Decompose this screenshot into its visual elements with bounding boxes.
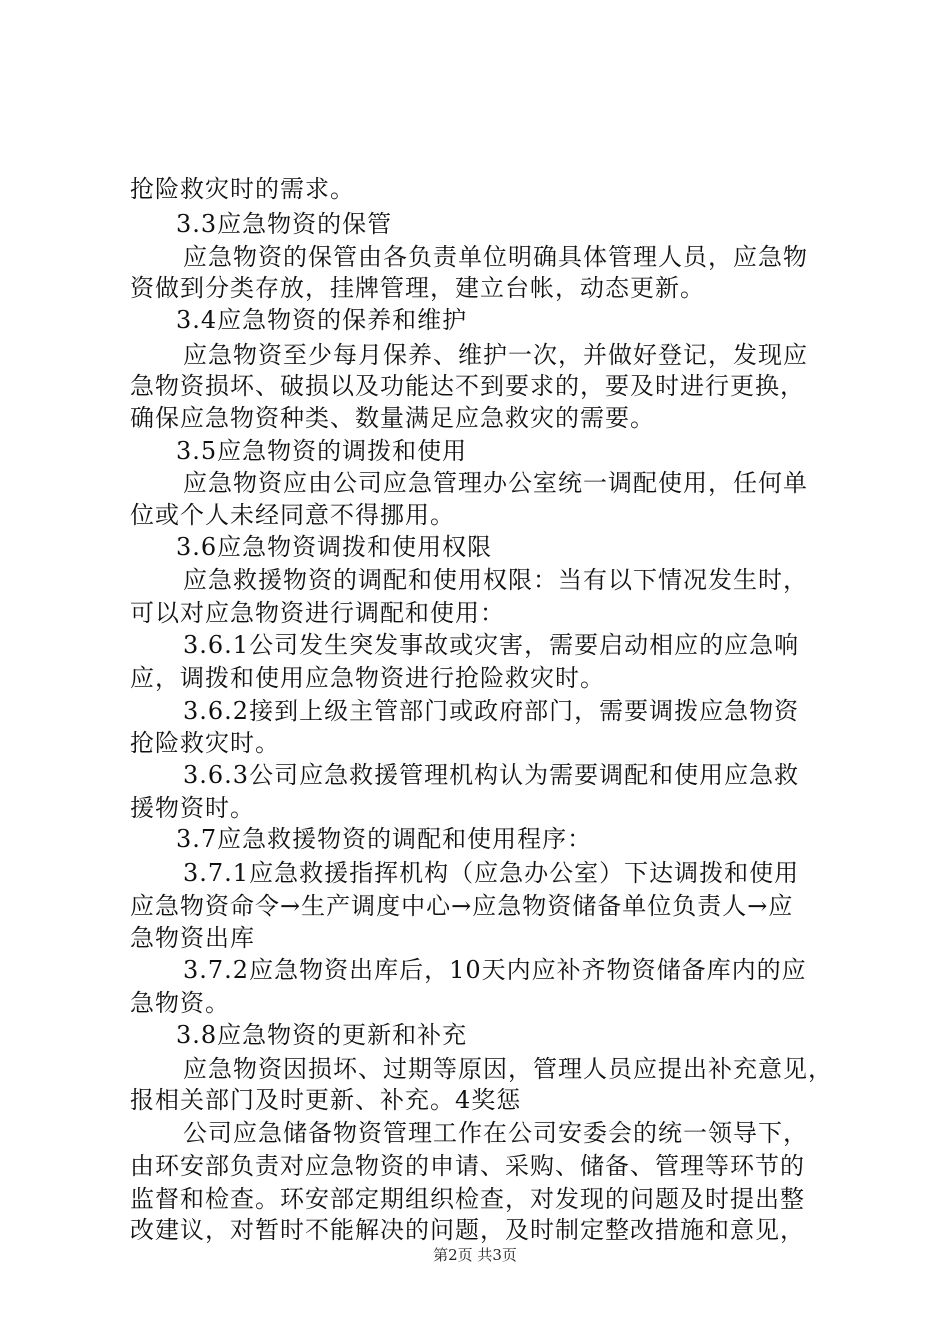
- text-line: 应急物资至少每月保养、维护一次，并做好登记，发现应: [183, 341, 808, 369]
- text-line: 改建议，对暂时不能解决的问题，及时制定整改措施和意见，: [130, 1216, 805, 1244]
- text-line: 公司应急储备物资管理工作在公司安委会的统一领导下，: [183, 1119, 808, 1147]
- text-line: 报相关部门及时更新、补充。4奖惩: [130, 1086, 522, 1114]
- text-line: 急物资损坏、破损以及功能达不到要求的，要及时进行更换，: [130, 372, 805, 400]
- section-heading: 3.7应急救援物资的调配和使用程序：: [176, 825, 593, 853]
- section-heading: 3.3应急物资的保管: [176, 210, 393, 238]
- text-line: 3.6.3公司应急救援管理机构认为需要调配和使用应急救: [183, 761, 800, 789]
- section-heading: 3.6应急物资调拨和使用权限: [176, 533, 493, 561]
- text-line: 可以对应急物资进行调配和使用：: [130, 599, 505, 627]
- text-line: 急物资。: [130, 989, 230, 1017]
- text-line: 应急救援物资的调配和使用权限：当有以下情况发生时，: [183, 566, 808, 594]
- text-line: 应，调拨和使用应急物资进行抢险救灾时。: [130, 664, 605, 692]
- text-line: 确保应急物资种类、数量满足应急救灾的需要。: [130, 404, 655, 432]
- text-line: 资做到分类存放，挂牌管理，建立台帐，动态更新。: [130, 274, 705, 302]
- text-line: 位或个人未经同意不得挪用。: [130, 501, 455, 529]
- text-line: 援物资时。: [130, 794, 255, 822]
- text-line: 急物资出库: [130, 924, 255, 952]
- text-line: 抢险救灾时。: [130, 729, 280, 757]
- text-line: 应急物资因损坏、过期等原因，管理人员应提出补充意见，: [183, 1055, 833, 1083]
- text-line: 3.7.2应急物资出库后，10天内应补齐物资储备库内的应: [183, 956, 807, 984]
- section-heading: 3.5应急物资的调拨和使用: [176, 437, 468, 465]
- text-line: 3.6.1公司发生突发事故或灾害，需要启动相应的应急响: [183, 631, 800, 659]
- page-number-footer: 第2页 共3页: [433, 1246, 517, 1264]
- text-line: 应急物资的保管由各负责单位明确具体管理人员，应急物: [183, 243, 808, 271]
- text-line: 监督和检查。环安部定期组织检查，对发现的问题及时提出整: [130, 1185, 805, 1213]
- section-heading: 3.8应急物资的更新和补充: [176, 1021, 468, 1049]
- text-line: 应急物资命令→生产调度中心→应急物资储备单位负责人→应: [130, 892, 794, 920]
- text-line: 由环安部负责对应急物资的申请、采购、储备、管理等环节的: [130, 1152, 805, 1180]
- text-line: 抢险救灾时的需求。: [130, 175, 355, 203]
- text-line: 3.6.2接到上级主管部门或政府部门，需要调拨应急物资: [183, 697, 800, 725]
- text-line: 3.7.1应急救援指挥机构（应急办公室）下达调拨和使用: [183, 859, 800, 887]
- text-line: 应急物资应由公司应急管理办公室统一调配使用，任何单: [183, 469, 808, 497]
- section-heading: 3.4应急物资的保养和维护: [176, 306, 468, 334]
